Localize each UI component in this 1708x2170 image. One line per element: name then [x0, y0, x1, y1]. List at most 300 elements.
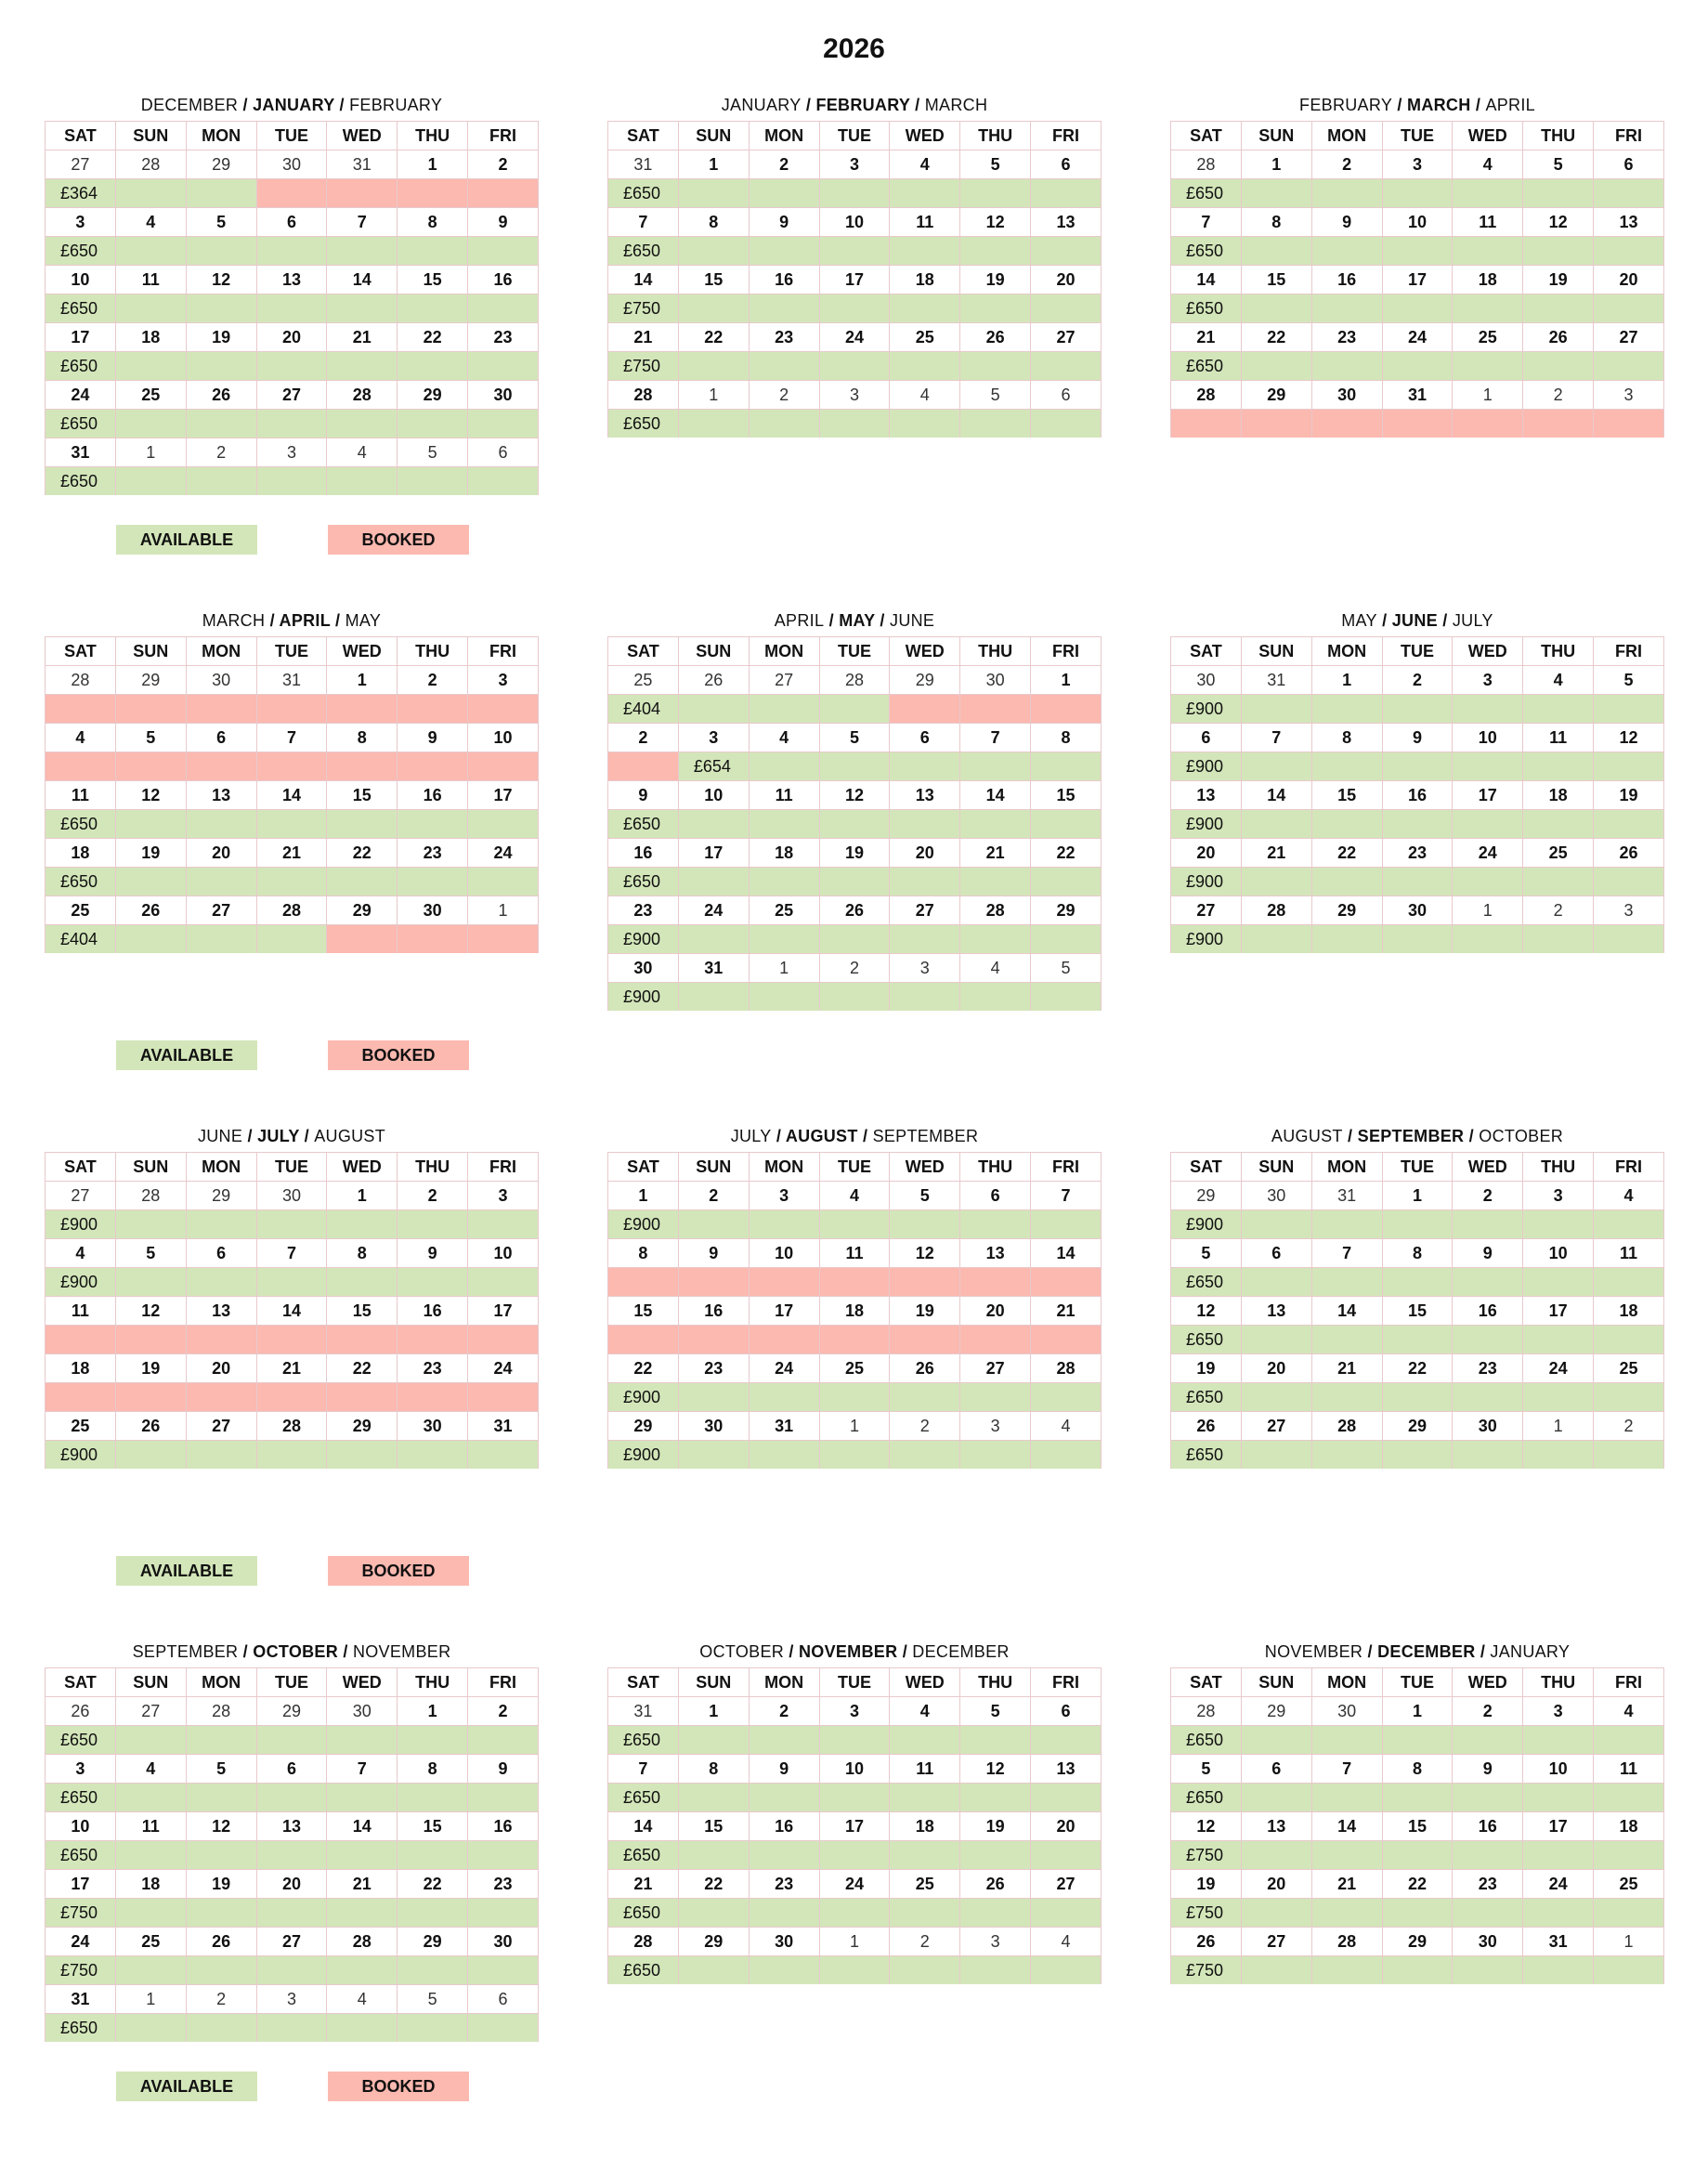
day-cell[interactable]: 20: [1241, 1870, 1311, 1899]
day-cell[interactable]: 24: [678, 896, 749, 925]
day-cell[interactable]: 1: [819, 1928, 890, 1956]
day-cell[interactable]: 26: [960, 323, 1031, 352]
day-cell[interactable]: 7: [1311, 1755, 1382, 1784]
day-cell[interactable]: 15: [1382, 1297, 1453, 1326]
day-cell[interactable]: 2: [1453, 1697, 1523, 1726]
day-cell[interactable]: 18: [890, 1812, 960, 1841]
day-cell[interactable]: 31: [46, 438, 116, 467]
day-cell[interactable]: 23: [1453, 1870, 1523, 1899]
day-cell[interactable]: 14: [608, 266, 679, 294]
day-cell[interactable]: 15: [1241, 266, 1311, 294]
day-cell[interactable]: 3: [1523, 1182, 1594, 1210]
day-cell[interactable]: 14: [1171, 266, 1242, 294]
day-cell[interactable]: 13: [960, 1239, 1031, 1268]
day-cell[interactable]: 18: [1523, 781, 1594, 810]
day-cell[interactable]: 21: [256, 1354, 327, 1383]
day-cell[interactable]: 28: [1311, 1928, 1382, 1956]
day-cell[interactable]: 24: [468, 1354, 539, 1383]
day-cell[interactable]: 17: [468, 1297, 539, 1326]
day-cell[interactable]: 30: [1382, 896, 1453, 925]
day-cell[interactable]: 30: [256, 1182, 327, 1210]
day-cell[interactable]: 1: [398, 1697, 468, 1726]
day-cell[interactable]: 6: [1031, 150, 1102, 179]
day-cell[interactable]: 19: [115, 839, 186, 868]
day-cell[interactable]: 10: [749, 1239, 819, 1268]
day-cell[interactable]: 12: [186, 266, 256, 294]
day-cell[interactable]: 16: [749, 266, 819, 294]
day-cell[interactable]: 8: [398, 208, 468, 237]
day-cell[interactable]: 7: [1031, 1182, 1102, 1210]
day-cell[interactable]: 26: [960, 1870, 1031, 1899]
day-cell[interactable]: 2: [1594, 1412, 1664, 1441]
day-cell[interactable]: 16: [1453, 1812, 1523, 1841]
day-cell[interactable]: 3: [46, 1755, 116, 1784]
day-cell[interactable]: 31: [468, 1412, 539, 1441]
day-cell[interactable]: 4: [960, 954, 1031, 983]
day-cell[interactable]: 29: [1382, 1928, 1453, 1956]
day-cell[interactable]: 30: [608, 954, 679, 983]
day-cell[interactable]: 27: [1594, 323, 1664, 352]
day-cell[interactable]: 20: [256, 323, 327, 352]
day-cell[interactable]: 1: [115, 438, 186, 467]
day-cell[interactable]: 3: [749, 1182, 819, 1210]
day-cell[interactable]: 5: [960, 381, 1031, 410]
day-cell[interactable]: 28: [46, 666, 116, 695]
day-cell[interactable]: 30: [256, 150, 327, 179]
day-cell[interactable]: 29: [115, 666, 186, 695]
day-cell[interactable]: 12: [960, 208, 1031, 237]
day-cell[interactable]: 25: [1594, 1870, 1664, 1899]
day-cell[interactable]: 29: [890, 666, 960, 695]
day-cell[interactable]: 30: [1311, 381, 1382, 410]
day-cell[interactable]: 8: [678, 208, 749, 237]
day-cell[interactable]: 23: [1382, 839, 1453, 868]
day-cell[interactable]: 21: [608, 1870, 679, 1899]
day-cell[interactable]: 21: [1031, 1297, 1102, 1326]
day-cell[interactable]: 22: [327, 1354, 398, 1383]
day-cell[interactable]: 29: [1382, 1412, 1453, 1441]
day-cell[interactable]: 5: [1171, 1755, 1242, 1784]
day-cell[interactable]: 1: [1523, 1412, 1594, 1441]
day-cell[interactable]: 11: [1523, 724, 1594, 752]
day-cell[interactable]: 5: [1031, 954, 1102, 983]
day-cell[interactable]: 6: [468, 1985, 539, 2014]
day-cell[interactable]: 17: [819, 1812, 890, 1841]
day-cell[interactable]: 11: [819, 1239, 890, 1268]
day-cell[interactable]: 16: [398, 1297, 468, 1326]
day-cell[interactable]: 22: [1382, 1354, 1453, 1383]
day-cell[interactable]: 2: [468, 150, 539, 179]
day-cell[interactable]: 29: [1311, 896, 1382, 925]
day-cell[interactable]: 5: [398, 438, 468, 467]
day-cell[interactable]: 2: [749, 381, 819, 410]
day-cell[interactable]: 25: [115, 381, 186, 410]
day-cell[interactable]: 3: [960, 1412, 1031, 1441]
day-cell[interactable]: 6: [1241, 1755, 1311, 1784]
day-cell[interactable]: 13: [1171, 781, 1242, 810]
day-cell[interactable]: 19: [1523, 266, 1594, 294]
day-cell[interactable]: 7: [608, 1755, 679, 1784]
day-cell[interactable]: 7: [327, 208, 398, 237]
day-cell[interactable]: 1: [1382, 1697, 1453, 1726]
day-cell[interactable]: 16: [749, 1812, 819, 1841]
day-cell[interactable]: 21: [1311, 1870, 1382, 1899]
day-cell[interactable]: 30: [1311, 1697, 1382, 1726]
day-cell[interactable]: 4: [115, 208, 186, 237]
day-cell[interactable]: 1: [608, 1182, 679, 1210]
day-cell[interactable]: 14: [256, 781, 327, 810]
day-cell[interactable]: 2: [890, 1412, 960, 1441]
day-cell[interactable]: 13: [256, 266, 327, 294]
day-cell[interactable]: 27: [1241, 1928, 1311, 1956]
day-cell[interactable]: 7: [608, 208, 679, 237]
day-cell[interactable]: 20: [256, 1870, 327, 1899]
day-cell[interactable]: 10: [819, 208, 890, 237]
day-cell[interactable]: 26: [890, 1354, 960, 1383]
day-cell[interactable]: 7: [327, 1755, 398, 1784]
day-cell[interactable]: 10: [1523, 1239, 1594, 1268]
day-cell[interactable]: 2: [890, 1928, 960, 1956]
day-cell[interactable]: 22: [398, 323, 468, 352]
day-cell[interactable]: 20: [960, 1297, 1031, 1326]
day-cell[interactable]: 25: [46, 896, 116, 925]
day-cell[interactable]: 19: [960, 1812, 1031, 1841]
day-cell[interactable]: 8: [327, 724, 398, 752]
day-cell[interactable]: 31: [46, 1985, 116, 2014]
day-cell[interactable]: 18: [115, 323, 186, 352]
day-cell[interactable]: 28: [608, 381, 679, 410]
day-cell[interactable]: 12: [1171, 1812, 1242, 1841]
day-cell[interactable]: 19: [115, 1354, 186, 1383]
day-cell[interactable]: 7: [1241, 724, 1311, 752]
day-cell[interactable]: 17: [46, 1870, 116, 1899]
day-cell[interactable]: 28: [1171, 381, 1242, 410]
day-cell[interactable]: 15: [1382, 1812, 1453, 1841]
day-cell[interactable]: 22: [327, 839, 398, 868]
day-cell[interactable]: 2: [749, 1697, 819, 1726]
day-cell[interactable]: 27: [890, 896, 960, 925]
day-cell[interactable]: 6: [1241, 1239, 1311, 1268]
day-cell[interactable]: 15: [327, 1297, 398, 1326]
day-cell[interactable]: 29: [1241, 381, 1311, 410]
day-cell[interactable]: 11: [46, 781, 116, 810]
day-cell[interactable]: 20: [1031, 266, 1102, 294]
day-cell[interactable]: 15: [678, 1812, 749, 1841]
day-cell[interactable]: 4: [1453, 150, 1523, 179]
day-cell[interactable]: 25: [46, 1412, 116, 1441]
day-cell[interactable]: 26: [678, 666, 749, 695]
day-cell[interactable]: 31: [678, 954, 749, 983]
day-cell[interactable]: 13: [1031, 1755, 1102, 1784]
day-cell[interactable]: 23: [749, 1870, 819, 1899]
day-cell[interactable]: 3: [1382, 150, 1453, 179]
day-cell[interactable]: 17: [1382, 266, 1453, 294]
day-cell[interactable]: 15: [608, 1297, 679, 1326]
day-cell[interactable]: 31: [749, 1412, 819, 1441]
day-cell[interactable]: 6: [1171, 724, 1242, 752]
day-cell[interactable]: 14: [256, 1297, 327, 1326]
day-cell[interactable]: 6: [1594, 150, 1664, 179]
day-cell[interactable]: 24: [46, 1928, 116, 1956]
day-cell[interactable]: 3: [890, 954, 960, 983]
day-cell[interactable]: 6: [256, 208, 327, 237]
day-cell[interactable]: 28: [1311, 1412, 1382, 1441]
day-cell[interactable]: 30: [749, 1928, 819, 1956]
day-cell[interactable]: 30: [398, 896, 468, 925]
day-cell[interactable]: 28: [327, 381, 398, 410]
day-cell[interactable]: 25: [749, 896, 819, 925]
day-cell[interactable]: 22: [608, 1354, 679, 1383]
day-cell[interactable]: 31: [1241, 666, 1311, 695]
day-cell[interactable]: 14: [327, 1812, 398, 1841]
day-cell[interactable]: 5: [186, 208, 256, 237]
day-cell[interactable]: 14: [608, 1812, 679, 1841]
day-cell[interactable]: 8: [678, 1755, 749, 1784]
day-cell[interactable]: 2: [819, 954, 890, 983]
day-cell[interactable]: 7: [256, 724, 327, 752]
day-cell[interactable]: 18: [1594, 1812, 1664, 1841]
day-cell[interactable]: 5: [398, 1985, 468, 2014]
day-cell[interactable]: 15: [1031, 781, 1102, 810]
day-cell[interactable]: 10: [819, 1755, 890, 1784]
day-cell[interactable]: 9: [468, 208, 539, 237]
day-cell[interactable]: 3: [468, 1182, 539, 1210]
day-cell[interactable]: 13: [1241, 1297, 1311, 1326]
day-cell[interactable]: 2: [186, 438, 256, 467]
day-cell[interactable]: 26: [115, 896, 186, 925]
day-cell[interactable]: 4: [46, 724, 116, 752]
day-cell[interactable]: 4: [890, 150, 960, 179]
day-cell[interactable]: 11: [1594, 1755, 1664, 1784]
day-cell[interactable]: 27: [186, 1412, 256, 1441]
day-cell[interactable]: 31: [256, 666, 327, 695]
day-cell[interactable]: 17: [749, 1297, 819, 1326]
day-cell[interactable]: 21: [960, 839, 1031, 868]
day-cell[interactable]: 30: [327, 1697, 398, 1726]
day-cell[interactable]: 7: [1311, 1239, 1382, 1268]
day-cell[interactable]: 11: [890, 208, 960, 237]
day-cell[interactable]: 5: [819, 724, 890, 752]
day-cell[interactable]: 22: [1382, 1870, 1453, 1899]
day-cell[interactable]: 16: [1453, 1297, 1523, 1326]
day-cell[interactable]: 25: [890, 1870, 960, 1899]
day-cell[interactable]: 24: [1382, 323, 1453, 352]
day-cell[interactable]: 2: [678, 1182, 749, 1210]
day-cell[interactable]: 10: [468, 1239, 539, 1268]
day-cell[interactable]: 1: [678, 381, 749, 410]
day-cell[interactable]: 26: [186, 381, 256, 410]
day-cell[interactable]: 28: [1171, 1697, 1242, 1726]
day-cell[interactable]: 30: [1171, 666, 1242, 695]
day-cell[interactable]: 10: [46, 266, 116, 294]
day-cell[interactable]: 9: [749, 208, 819, 237]
day-cell[interactable]: 23: [749, 323, 819, 352]
day-cell[interactable]: 29: [1171, 1182, 1242, 1210]
day-cell[interactable]: 25: [608, 666, 679, 695]
day-cell[interactable]: 24: [1453, 839, 1523, 868]
day-cell[interactable]: 6: [1031, 381, 1102, 410]
day-cell[interactable]: 17: [46, 323, 116, 352]
day-cell[interactable]: 5: [960, 150, 1031, 179]
day-cell[interactable]: 3: [468, 666, 539, 695]
day-cell[interactable]: 12: [890, 1239, 960, 1268]
day-cell[interactable]: 27: [1031, 323, 1102, 352]
day-cell[interactable]: 14: [327, 266, 398, 294]
day-cell[interactable]: 29: [186, 1182, 256, 1210]
day-cell[interactable]: 28: [960, 896, 1031, 925]
day-cell[interactable]: 27: [256, 381, 327, 410]
day-cell[interactable]: 19: [890, 1297, 960, 1326]
day-cell[interactable]: 26: [819, 896, 890, 925]
day-cell[interactable]: 26: [186, 1928, 256, 1956]
day-cell[interactable]: 5: [1523, 150, 1594, 179]
day-cell[interactable]: 8: [1382, 1755, 1453, 1784]
day-cell[interactable]: 4: [115, 1755, 186, 1784]
day-cell[interactable]: 14: [960, 781, 1031, 810]
day-cell[interactable]: 7: [1171, 208, 1242, 237]
day-cell[interactable]: 25: [1594, 1354, 1664, 1383]
day-cell[interactable]: 4: [327, 438, 398, 467]
day-cell[interactable]: 1: [678, 1697, 749, 1726]
day-cell[interactable]: 28: [256, 1412, 327, 1441]
day-cell[interactable]: 11: [115, 266, 186, 294]
day-cell[interactable]: 29: [327, 896, 398, 925]
day-cell[interactable]: 4: [1594, 1182, 1664, 1210]
day-cell[interactable]: 1: [1241, 150, 1311, 179]
day-cell[interactable]: 1: [468, 896, 539, 925]
day-cell[interactable]: 22: [678, 1870, 749, 1899]
day-cell[interactable]: 24: [819, 1870, 890, 1899]
day-cell[interactable]: 1: [1311, 666, 1382, 695]
day-cell[interactable]: 8: [608, 1239, 679, 1268]
day-cell[interactable]: 5: [890, 1182, 960, 1210]
day-cell[interactable]: 26: [1171, 1928, 1242, 1956]
day-cell[interactable]: 28: [256, 896, 327, 925]
day-cell[interactable]: 9: [749, 1755, 819, 1784]
day-cell[interactable]: 13: [256, 1812, 327, 1841]
day-cell[interactable]: 30: [1453, 1412, 1523, 1441]
day-cell[interactable]: 18: [46, 839, 116, 868]
day-cell[interactable]: 28: [819, 666, 890, 695]
day-cell[interactable]: 31: [1311, 1182, 1382, 1210]
day-cell[interactable]: 18: [1453, 266, 1523, 294]
day-cell[interactable]: 17: [1523, 1812, 1594, 1841]
day-cell[interactable]: 13: [1031, 208, 1102, 237]
day-cell[interactable]: 17: [678, 839, 749, 868]
day-cell[interactable]: 3: [1594, 896, 1664, 925]
day-cell[interactable]: 20: [890, 839, 960, 868]
day-cell[interactable]: 23: [1453, 1354, 1523, 1383]
day-cell[interactable]: 1: [1594, 1928, 1664, 1956]
day-cell[interactable]: 29: [327, 1412, 398, 1441]
day-cell[interactable]: 12: [1594, 724, 1664, 752]
day-cell[interactable]: 6: [890, 724, 960, 752]
day-cell[interactable]: 5: [1594, 666, 1664, 695]
day-cell[interactable]: 31: [1523, 1928, 1594, 1956]
day-cell[interactable]: 16: [398, 781, 468, 810]
day-cell[interactable]: 11: [115, 1812, 186, 1841]
day-cell[interactable]: 27: [256, 1928, 327, 1956]
day-cell[interactable]: 29: [1241, 1697, 1311, 1726]
day-cell[interactable]: 28: [1171, 150, 1242, 179]
day-cell[interactable]: 3: [256, 438, 327, 467]
day-cell[interactable]: 28: [186, 1697, 256, 1726]
day-cell[interactable]: 4: [1594, 1697, 1664, 1726]
day-cell[interactable]: 18: [1594, 1297, 1664, 1326]
day-cell[interactable]: 6: [186, 1239, 256, 1268]
day-cell[interactable]: 28: [1241, 896, 1311, 925]
day-cell[interactable]: 29: [256, 1697, 327, 1726]
day-cell[interactable]: 21: [1171, 323, 1242, 352]
day-cell[interactable]: 19: [1171, 1354, 1242, 1383]
day-cell[interactable]: 9: [1311, 208, 1382, 237]
day-cell[interactable]: 21: [1241, 839, 1311, 868]
day-cell[interactable]: 15: [398, 266, 468, 294]
day-cell[interactable]: 18: [890, 266, 960, 294]
day-cell[interactable]: 14: [1311, 1812, 1382, 1841]
day-cell[interactable]: 21: [1311, 1354, 1382, 1383]
day-cell[interactable]: 30: [1241, 1182, 1311, 1210]
day-cell[interactable]: 17: [819, 266, 890, 294]
day-cell[interactable]: 27: [46, 150, 116, 179]
day-cell[interactable]: 11: [749, 781, 819, 810]
day-cell[interactable]: 3: [46, 208, 116, 237]
day-cell[interactable]: 20: [1031, 1812, 1102, 1841]
day-cell[interactable]: 10: [1523, 1755, 1594, 1784]
day-cell[interactable]: 27: [186, 896, 256, 925]
day-cell[interactable]: 23: [398, 1354, 468, 1383]
day-cell[interactable]: 6: [960, 1182, 1031, 1210]
day-cell[interactable]: 19: [186, 323, 256, 352]
day-cell[interactable]: 30: [678, 1412, 749, 1441]
day-cell[interactable]: 12: [1171, 1297, 1242, 1326]
day-cell[interactable]: 13: [1241, 1812, 1311, 1841]
day-cell[interactable]: 29: [1031, 896, 1102, 925]
day-cell[interactable]: 2: [608, 724, 679, 752]
day-cell[interactable]: 27: [115, 1697, 186, 1726]
day-cell[interactable]: 11: [1594, 1239, 1664, 1268]
day-cell[interactable]: 22: [678, 323, 749, 352]
day-cell[interactable]: 23: [398, 839, 468, 868]
day-cell[interactable]: 19: [819, 839, 890, 868]
day-cell[interactable]: 1: [398, 150, 468, 179]
day-cell[interactable]: 9: [1382, 724, 1453, 752]
day-cell[interactable]: 21: [256, 839, 327, 868]
day-cell[interactable]: 9: [398, 724, 468, 752]
day-cell[interactable]: 4: [327, 1985, 398, 2014]
day-cell[interactable]: 23: [468, 323, 539, 352]
day-cell[interactable]: 12: [186, 1812, 256, 1841]
day-cell[interactable]: 14: [1031, 1239, 1102, 1268]
day-cell[interactable]: 16: [1382, 781, 1453, 810]
day-cell[interactable]: 6: [1031, 1697, 1102, 1726]
day-cell[interactable]: 5: [186, 1755, 256, 1784]
day-cell[interactable]: 18: [115, 1870, 186, 1899]
day-cell[interactable]: 18: [819, 1297, 890, 1326]
day-cell[interactable]: 28: [115, 1182, 186, 1210]
day-cell[interactable]: 17: [468, 781, 539, 810]
day-cell[interactable]: 10: [678, 781, 749, 810]
day-cell[interactable]: 4: [819, 1182, 890, 1210]
day-cell[interactable]: 1: [1453, 381, 1523, 410]
day-cell[interactable]: 1: [327, 1182, 398, 1210]
day-cell[interactable]: 20: [186, 839, 256, 868]
day-cell[interactable]: 6: [468, 438, 539, 467]
day-cell[interactable]: 13: [1594, 208, 1664, 237]
day-cell[interactable]: 2: [749, 150, 819, 179]
day-cell[interactable]: 23: [1311, 323, 1382, 352]
day-cell[interactable]: 28: [608, 1928, 679, 1956]
